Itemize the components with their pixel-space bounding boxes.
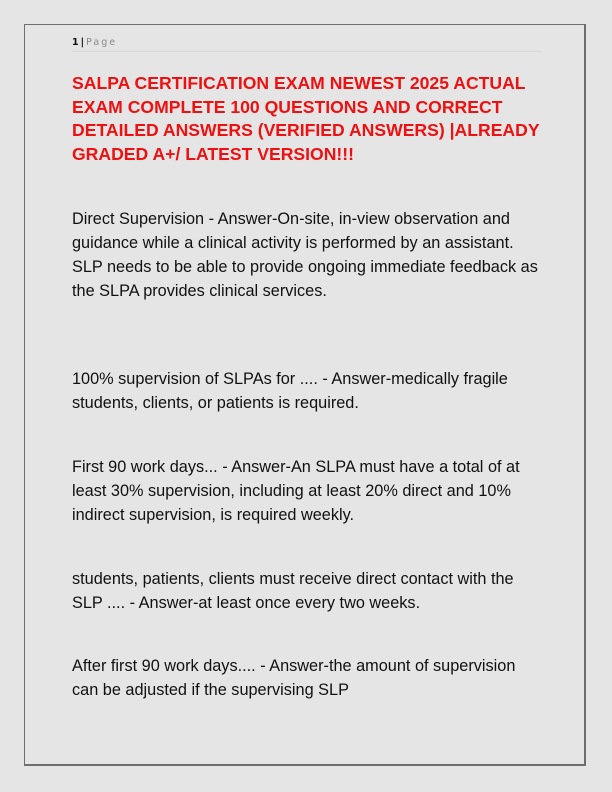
document-title: SALPA CERTIFICATION EXAM NEWEST 2025 ACTUAL EXAM COMPLETE 100 QUESTIONS AND CORRECT DETAILED ANSWERS (VERIFIED ANSWERS) |ALREADY GRADED A+/ LATEST VERSION!!! xyxy=(72,73,540,164)
qa-item-direct-supervision: Direct Supervision - Answer-On-site, in-view observation and guidance while a clinical activity is performed by an assistant. SLP needs to be able to provide ongoing immediate feedback as the SLPA provides clinical services. xyxy=(72,210,538,300)
qa-item-100-percent-supervision: 100% supervision of SLPAs for .... - Answer-medically fragile students, clients, or patients is required. xyxy=(72,370,508,412)
page-separator: | xyxy=(80,37,85,48)
page-header xyxy=(72,36,542,52)
page-label: Page xyxy=(86,37,118,48)
page-number: 1 xyxy=(72,37,79,48)
qa-item-direct-contact: students, patients, clients must receive direct contact with the SLP .... - Answer-at least once every two weeks. xyxy=(72,570,514,612)
qa-item-after-90-days: After first 90 work days.... - Answer-the amount of supervision can be adjusted if the supervising SLP xyxy=(72,657,516,699)
qa-item-first-90-days: First 90 work days... - Answer-An SLPA must have a total of at least 30% supervision, including at least 20% direct and 10% indirect supervision, is required weekly. xyxy=(72,458,520,524)
